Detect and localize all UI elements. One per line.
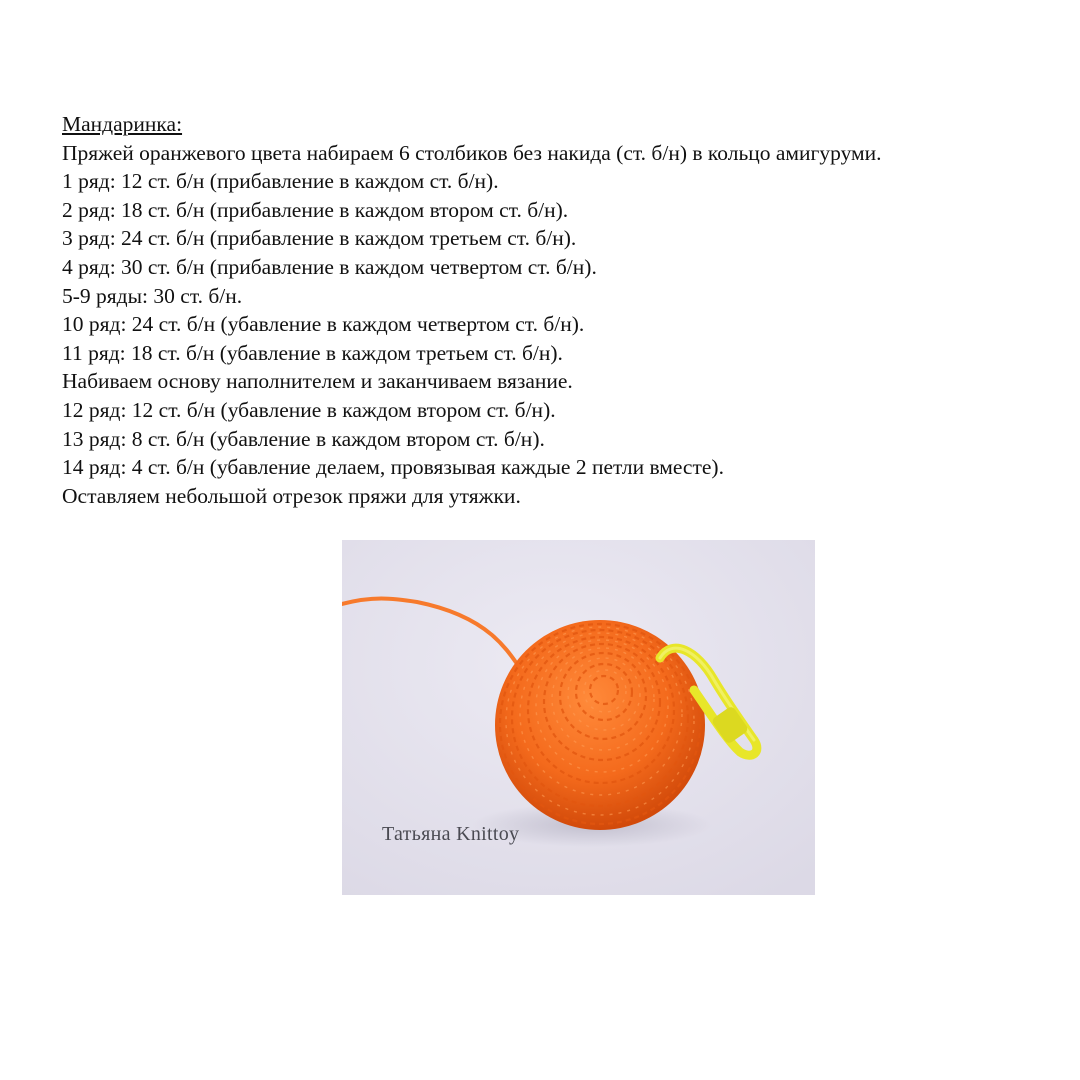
pattern-line: 2 ряд: 18 ст. б/н (прибавление в каждом втором ст. б/н). <box>62 197 569 222</box>
pattern-line: Набиваем основу наполнителем и заканчиваем вязание. <box>62 369 573 394</box>
pattern-line: 14 ряд: 4 ст. б/н (убавление делаем, провязывая каждые 2 петли вместе). <box>62 455 724 480</box>
pattern-line: Пряжей оранжевого цвета набираем 6 столбиков без накида (ст. б/н) в кольцо амигуруми. <box>62 140 882 165</box>
pattern-title: Мандаринка: <box>62 112 183 136</box>
tangerine-photo <box>342 540 815 895</box>
pattern-line: 3 ряд: 24 ст. б/н (прибавление в каждом третьем ст. б/н). <box>62 226 577 251</box>
pattern-line: 13 ряд: 8 ст. б/н (убавление в каждом втором ст. б/н). <box>62 426 545 451</box>
pattern-line: 12 ряд: 12 ст. б/н (убавление в каждом втором ст. б/н). <box>62 397 556 422</box>
pattern-line: 1 ряд: 12 ст. б/н (прибавление в каждом ст. б/н). <box>62 169 499 194</box>
pattern-line: 11 ряд: 18 ст. б/н (убавление в каждом третьем ст. б/н). <box>62 340 563 365</box>
pattern-line: 4 ряд: 30 ст. б/н (прибавление в каждом четвертом ст. б/н). <box>62 254 597 279</box>
pattern-line: 5-9 ряды: 30 ст. б/н. <box>62 283 243 308</box>
pattern-text <box>62 110 1052 510</box>
pattern-line: Оставляем небольшой отрезок пряжи для утяжки. <box>62 483 521 508</box>
pattern-line: 10 ряд: 24 ст. б/н (убавление в каждом четвертом ст. б/н). <box>62 312 585 337</box>
photo-watermark: Татьяна Knittoy <box>382 823 520 845</box>
